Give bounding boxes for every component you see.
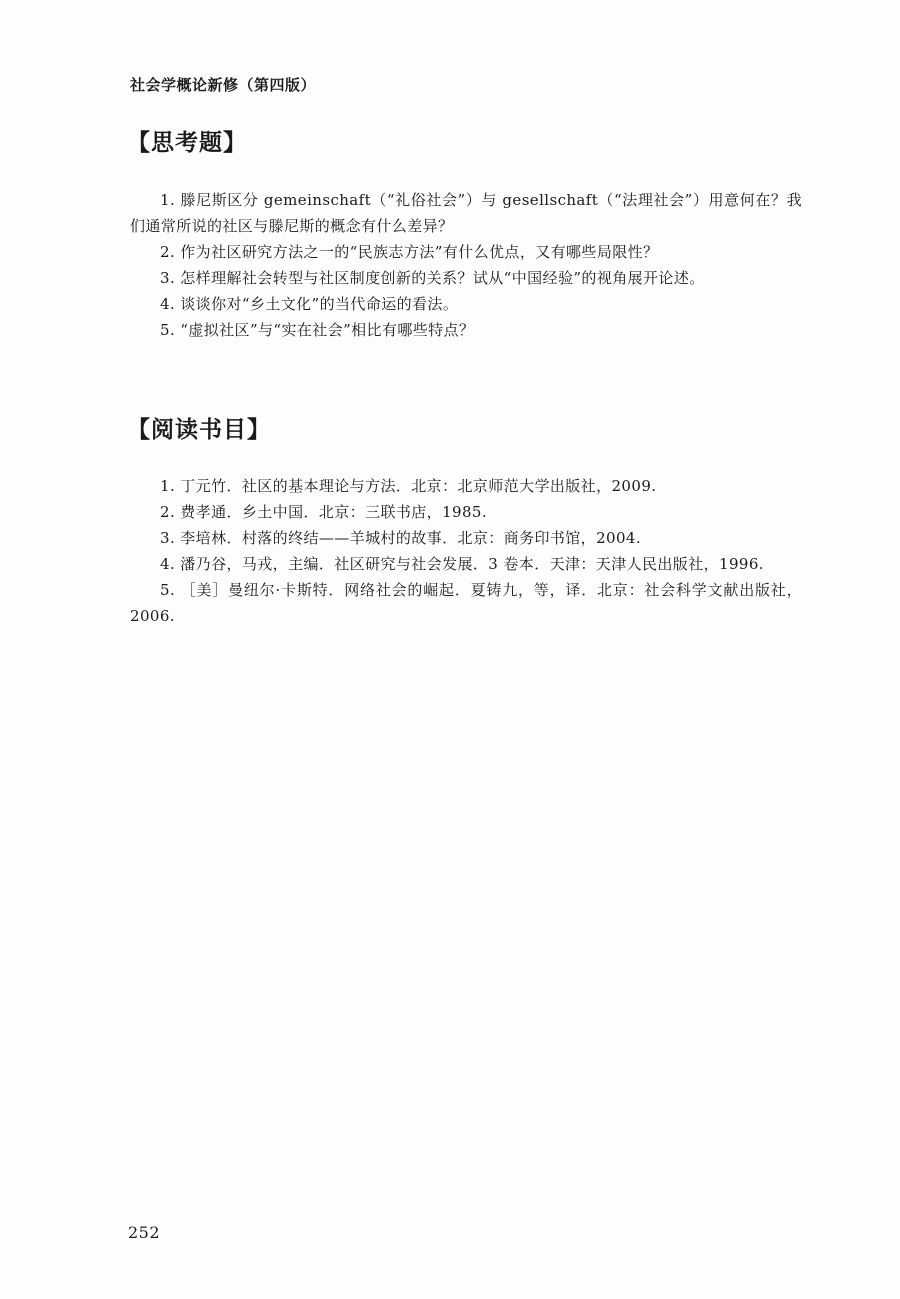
readings-list	[130, 473, 802, 629]
question-item: 5. “虚拟社区”与“实在社会”相比有哪些特点？	[160, 321, 475, 339]
questions-list	[130, 187, 802, 343]
reading-item: 4. 潘乃谷，马戎，主编．社区研究与社会发展．3 卷本．天津：天津人民出版社，1996.	[160, 555, 764, 573]
question-item: 1. 滕尼斯区分 gemeinschaft（“礼俗社会”）与 gesellschaft（“法理社会”）用意何在？我们通常所说的社区与滕尼斯的概念有什么差异？	[130, 191, 802, 235]
readings-heading: 【阅读书目】	[127, 417, 271, 443]
question-item: 2. 作为社区研究方法之一的“民族志方法”有什么优点，又有哪些局限性？	[160, 243, 659, 261]
running-header: 社会学概论新修（第四版）	[130, 76, 317, 94]
questions-heading: 【思考题】	[127, 130, 247, 156]
page-number: 252	[128, 1223, 161, 1242]
reading-item: 1. 丁元竹．社区的基本理论与方法．北京：北京师范大学出版社，2009.	[160, 477, 657, 495]
question-item: 3. 怎样理解社会转型与社区制度创新的关系？试从“中国经验”的视角展开论述。	[160, 269, 705, 287]
reading-item: 2. 费孝通．乡土中国．北京：三联书店，1985.	[160, 503, 488, 521]
reading-item: 5. ［美］曼纽尔·卡斯特．网络社会的崛起．夏铸九，等，译．北京：社会科学文献出版社，2006.	[130, 581, 802, 625]
question-item: 4. 谈谈你对“乡土文化”的当代命运的看法。	[160, 295, 459, 313]
reading-item: 3. 李培林．村落的终结——羊城村的故事．北京：商务印书馆，2004.	[160, 529, 642, 547]
